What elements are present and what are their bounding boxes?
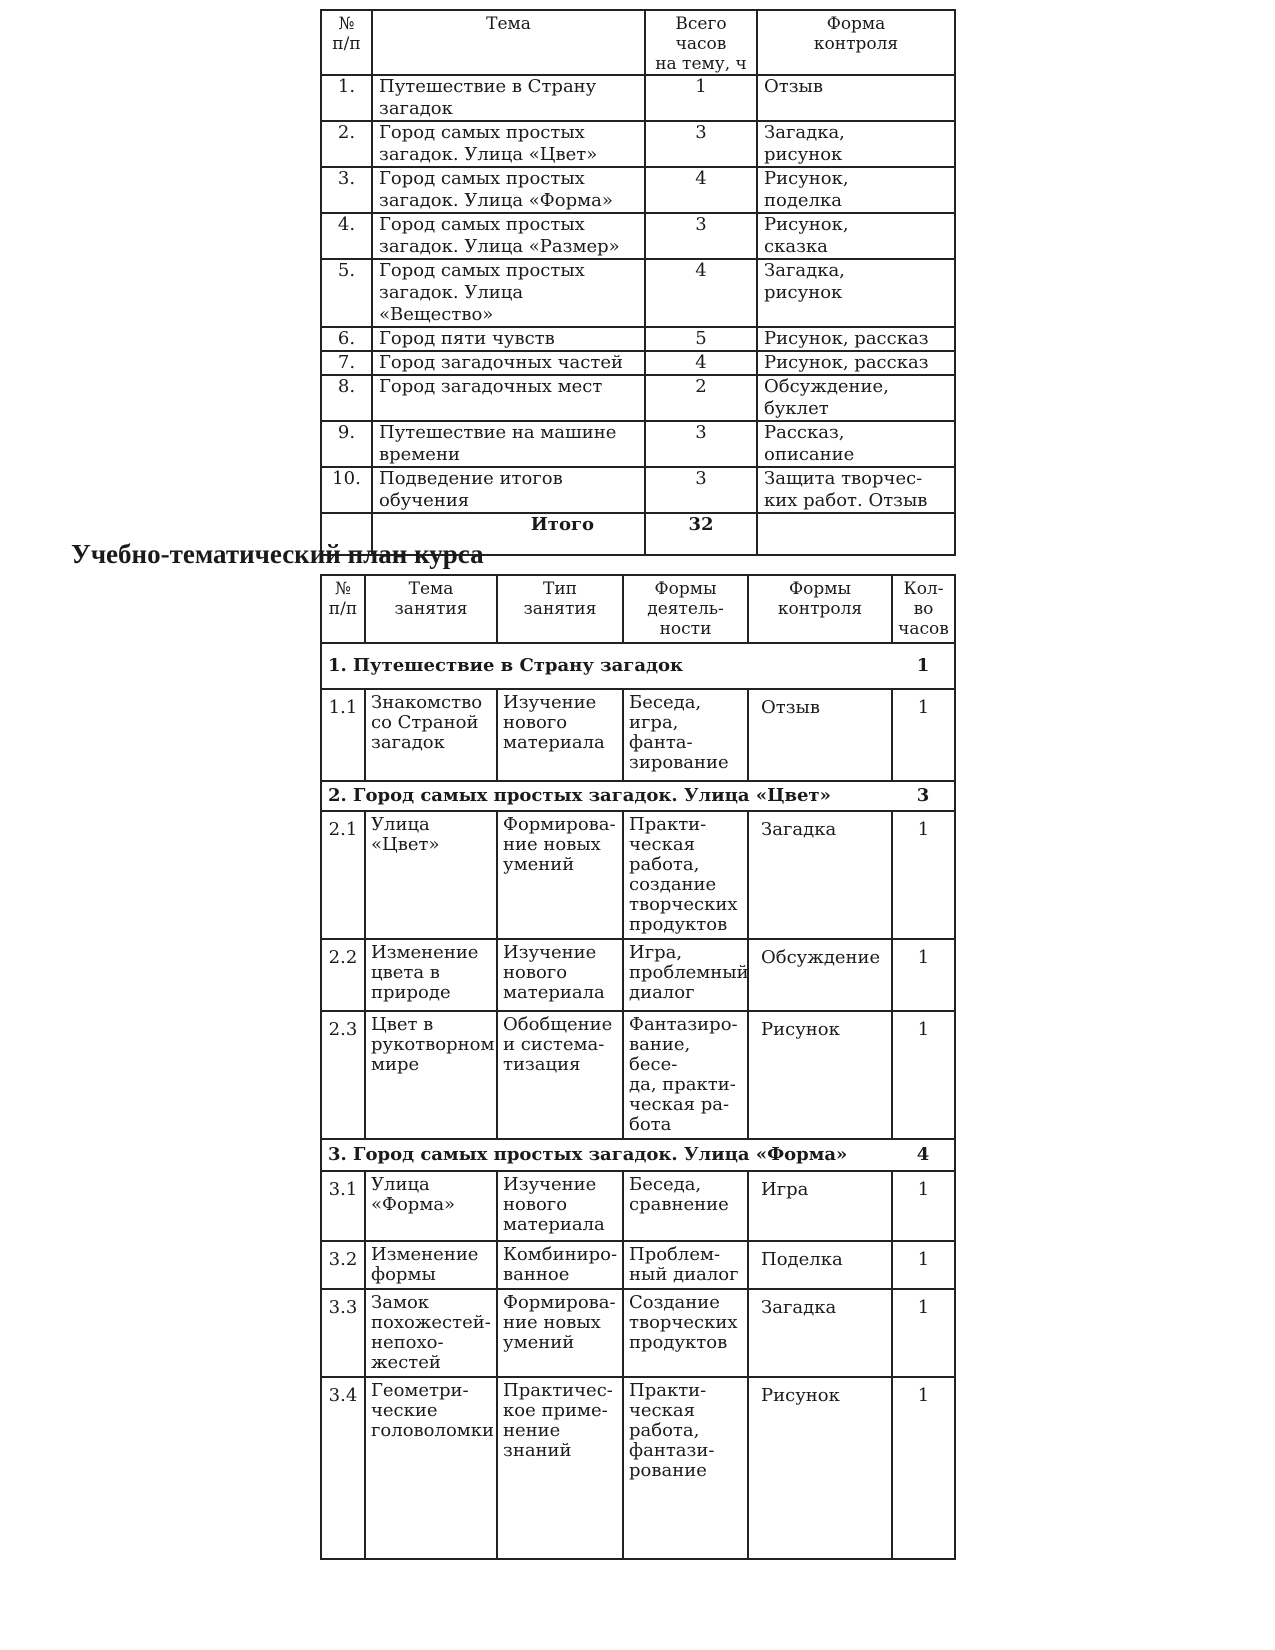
table-row (321, 121, 955, 167)
row-topic: Путешествие в Страну загадок (372, 75, 645, 121)
row-hours: 4 (645, 259, 757, 327)
row-topic: Город самых простых загадок. Улица «Форма» (372, 167, 645, 213)
lesson-type: Формирова- ние новых умений (497, 811, 623, 939)
row-hours: 3 (645, 421, 757, 467)
lesson-activity: Практи- ческая работа, создание творческих продуктов (623, 811, 748, 939)
row-topic: Путешествие на машине времени (372, 421, 645, 467)
lesson-type: Обобщение и система- тизация (497, 1011, 623, 1139)
row-num: 1. (321, 75, 372, 121)
lesson-hours: 1 (892, 1377, 955, 1559)
table-row (321, 1011, 955, 1139)
section-heading: Учебно-тематический план курса (71, 539, 484, 569)
header-control: Форма контроля (757, 10, 955, 75)
lesson-control: Обсуждение (748, 939, 892, 1011)
section-hours: 1 (892, 643, 955, 689)
row-hours: 2 (645, 375, 757, 421)
total-empty-cell (757, 513, 955, 555)
table-row (321, 259, 955, 327)
row-num: 5. (321, 259, 372, 327)
header-topic: Тема (372, 10, 645, 75)
lesson-activity: Проблем- ный диалог (623, 1241, 748, 1289)
lesson-num: 1.1 (321, 689, 365, 781)
table-header-row (321, 575, 955, 643)
table-row (321, 167, 955, 213)
lesson-activity: Игра, проблемный диалог (623, 939, 748, 1011)
header-num: № п/п (321, 575, 365, 643)
lesson-hours: 1 (892, 1289, 955, 1377)
lesson-type: Формирова- ние новых умений (497, 1289, 623, 1377)
lesson-topic: Улица «Форма» (365, 1171, 497, 1241)
row-control: Рисунок, рассказ (757, 327, 955, 351)
row-control: Загадка, рисунок (757, 259, 955, 327)
row-control: Рисунок, сказка (757, 213, 955, 259)
total-label: Итого (372, 513, 645, 555)
table-header-row (321, 10, 955, 75)
lesson-plan-table (320, 574, 956, 1560)
row-hours: 3 (645, 213, 757, 259)
lesson-type: Практичес- кое приме- нение знаний (497, 1377, 623, 1559)
table-row (321, 421, 955, 467)
lesson-hours: 1 (892, 1171, 955, 1241)
table-row (321, 1171, 955, 1241)
lesson-hours: 1 (892, 1241, 955, 1289)
lesson-hours: 1 (892, 689, 955, 781)
row-topic: Город самых простых загадок. Улица «Цвет» (372, 121, 645, 167)
row-topic: Город самых простых загадок. Улица «Вещество» (372, 259, 645, 327)
table-row (321, 811, 955, 939)
row-num: 4. (321, 213, 372, 259)
lesson-activity: Фантазиро- вание, бесе- да, практи- ческая ра- бота (623, 1011, 748, 1139)
row-hours: 5 (645, 327, 757, 351)
header-hours: Кол- во часов (892, 575, 955, 643)
lesson-control: Рисунок (748, 1377, 892, 1559)
row-control: Рассказ, описание (757, 421, 955, 467)
row-topic: Подведение итогов обучения (372, 467, 645, 513)
lesson-topic: Изменение формы (365, 1241, 497, 1289)
section-title: 2. Город самых простых загадок. Улица «Цвет» (321, 781, 892, 811)
table-row (321, 213, 955, 259)
row-topic: Город самых простых загадок. Улица «Размер» (372, 213, 645, 259)
lesson-num: 3.2 (321, 1241, 365, 1289)
lesson-num: 3.4 (321, 1377, 365, 1559)
course-topics-table (320, 9, 956, 556)
table-row (321, 1377, 955, 1559)
row-hours: 1 (645, 75, 757, 121)
lesson-activity: Беседа, игра, фанта- зирование (623, 689, 748, 781)
table-row (321, 689, 955, 781)
lesson-activity: Беседа, сравнение (623, 1171, 748, 1241)
table-row (321, 327, 955, 351)
row-control: Отзыв (757, 75, 955, 121)
table-row (321, 1241, 955, 1289)
row-hours: 3 (645, 121, 757, 167)
section-title: 1. Путешествие в Страну загадок (321, 643, 892, 689)
lesson-hours: 1 (892, 1011, 955, 1139)
lesson-num: 2.3 (321, 1011, 365, 1139)
lesson-num: 2.2 (321, 939, 365, 1011)
lesson-control: Загадка (748, 1289, 892, 1377)
table-row (321, 939, 955, 1011)
row-num: 8. (321, 375, 372, 421)
lesson-num: 3.3 (321, 1289, 365, 1377)
row-num: 3. (321, 167, 372, 213)
lesson-num: 2.1 (321, 811, 365, 939)
lesson-type: Изучение нового материала (497, 1171, 623, 1241)
table-row (321, 467, 955, 513)
section-row (321, 781, 955, 811)
row-control: Загадка, рисунок (757, 121, 955, 167)
lesson-topic: Улица «Цвет» (365, 811, 497, 939)
row-control: Защита творчес- ких работ. Отзыв (757, 467, 955, 513)
row-hours: 4 (645, 167, 757, 213)
lesson-control: Игра (748, 1171, 892, 1241)
lesson-topic: Замок похожестей- непохо- жестей (365, 1289, 497, 1377)
lesson-topic: Знакомство со Страной загадок (365, 689, 497, 781)
section-row (321, 1139, 955, 1171)
table-row (321, 1289, 955, 1377)
table-row (321, 375, 955, 421)
row-hours: 4 (645, 351, 757, 375)
lesson-activity: Практи- ческая работа, фантази- рование (623, 1377, 748, 1559)
row-num: 9. (321, 421, 372, 467)
table-row (321, 75, 955, 121)
header-activity: Формы деятель- ности (623, 575, 748, 643)
section-hours: 4 (892, 1139, 955, 1171)
row-num: 6. (321, 327, 372, 351)
lesson-control: Поделка (748, 1241, 892, 1289)
table-row (321, 351, 955, 375)
lesson-hours: 1 (892, 811, 955, 939)
header-control: Формы контроля (748, 575, 892, 643)
row-topic: Город загадочных мест (372, 375, 645, 421)
row-topic: Город загадочных частей (372, 351, 645, 375)
lesson-type: Комбиниро- ванное (497, 1241, 623, 1289)
total-hours: 32 (645, 513, 757, 555)
lesson-topic: Цвет в рукотворном мире (365, 1011, 497, 1139)
row-control: Обсуждение, буклет (757, 375, 955, 421)
row-control: Рисунок, рассказ (757, 351, 955, 375)
lesson-hours: 1 (892, 939, 955, 1011)
section-hours: 3 (892, 781, 955, 811)
section-title: 3. Город самых простых загадок. Улица «Форма» (321, 1139, 892, 1171)
row-hours: 3 (645, 467, 757, 513)
row-num: 7. (321, 351, 372, 375)
lesson-control: Отзыв (748, 689, 892, 781)
lesson-type: Изучение нового материала (497, 939, 623, 1011)
lesson-activity: Создание творческих продуктов (623, 1289, 748, 1377)
lesson-topic: Изменение цвета в природе (365, 939, 497, 1011)
header-hours: Всего часов на тему, ч (645, 10, 757, 75)
header-topic: Тема занятия (365, 575, 497, 643)
header-type: Тип занятия (497, 575, 623, 643)
row-num: 2. (321, 121, 372, 167)
lesson-num: 3.1 (321, 1171, 365, 1241)
header-num: № п/п (321, 10, 372, 75)
lesson-topic: Геометри- ческие головоломки (365, 1377, 497, 1559)
lesson-control: Рисунок (748, 1011, 892, 1139)
row-num: 10. (321, 467, 372, 513)
lesson-control: Загадка (748, 811, 892, 939)
row-control: Рисунок, поделка (757, 167, 955, 213)
section-row (321, 643, 955, 689)
row-topic: Город пяти чувств (372, 327, 645, 351)
lesson-type: Изучение нового материала (497, 689, 623, 781)
